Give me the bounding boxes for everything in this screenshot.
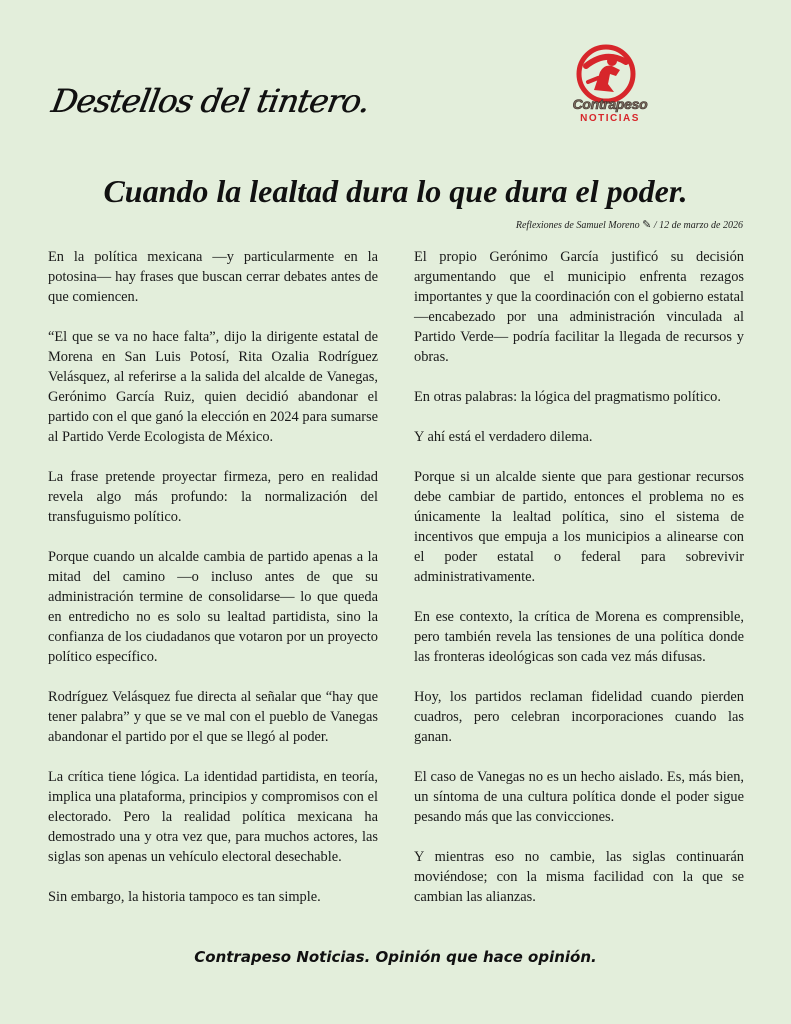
byline — [516, 218, 743, 231]
logo-emblem-icon — [576, 44, 636, 104]
byline-author: Reflexiones de Samuel Moreno — [515, 220, 640, 231]
paragraph: Y ahí está el verdadero dilema. — [414, 429, 593, 445]
paragraph: Y mientras eso no cambie, las siglas continuarán moviéndose; con la misma facilidad con la que se cambian las alianzas. — [414, 849, 744, 905]
paragraph: El caso de Vanegas no es un hecho aislado. Es, más bien, un síntoma de una cultura política donde el poder sigue pesando más que las convicciones. — [414, 769, 744, 825]
pen-icon: ✎ — [642, 219, 652, 231]
paragraph: En la política mexicana —y particularmente en la potosina— hay frases que buscan cerrar debates antes de que comiencen. — [48, 249, 378, 305]
right-column — [414, 247, 744, 927]
paragraph: Hoy, los partidos reclaman fidelidad cuando pierden cuadros, pero celebran incorporaciones cuando las ganan. — [414, 689, 744, 745]
left-column — [48, 247, 378, 927]
contrapeso-logo — [560, 44, 660, 126]
paragraph: “El que se va no hace falta”, dijo la dirigente estatal de Morena en San Luis Potosí, Rita Ozalia Rodríguez Velásquez, al referirse a la salida del alcalde de Vanegas, Gerónimo García Ruiz, quien decidió abandonar el partido con el que ganó la elección en 2024 para sumarse al Partido Verde Ecologista de México. — [48, 329, 378, 445]
paragraph: En ese contexto, la crítica de Morena es comprensible, pero también revela las tensiones de una política donde las fronteras ideológicas son cada vez más difusas. — [414, 609, 744, 665]
paragraph: En otras palabras: la lógica del pragmatismo político. — [414, 389, 721, 405]
paragraph: La crítica tiene lógica. La identidad partidista, en teoría, implica una plataforma, principios y compromisos con el electorado. Pero la realidad política mexicana ha demostrado una y otra vez que, para muchos actores, las siglas son apenas un vehículo electoral desechable. — [48, 769, 378, 865]
footer-tagline: Contrapeso Noticias. Opinión que hace opinión. — [194, 948, 597, 966]
paragraph: La frase pretende proyectar firmeza, pero en realidad revela algo más profundo: la normalización del transfuguismo político. — [48, 469, 378, 525]
byline-date: / 12 de marzo de 2026 — [653, 220, 743, 231]
paragraph: Rodríguez Velásquez fue directa al señalar que “hay que tener palabra” y que se ve mal con el pueblo de Vanegas abandonar el partido por el que se llegó al poder. — [48, 689, 378, 745]
headline: Cuando la lealtad dura lo que dura el poder. — [103, 173, 688, 209]
paragraph: El propio Gerónimo García justificó su decisión argumentando que el municipio enfrenta rezagos importantes y que la coordinación con el gobierno estatal —encabezado por una administración vinculada al Partido Verde— podría facilitar la llegada de recursos y obras. — [414, 249, 744, 365]
paragraph: Porque si un alcalde siente que para gestionar recursos debe cambiar de partido, entonces el problema no es únicamente la lealtad política, sino el sistema de incentivos que empuja a los municipios a alinearse con el poder estatal o federal para sobrevivir administrativamente. — [414, 469, 744, 585]
logo-subtitle: NOTICIAS — [580, 113, 640, 124]
column-title: Destellos del tintero. — [48, 82, 372, 120]
paragraph: Sin embargo, la historia tampoco es tan simple. — [48, 889, 321, 905]
paragraph: Porque cuando un alcalde cambia de partido apenas a la mitad del camino —o incluso antes de que su administración termine de consolidarse— lo que queda en entredicho no es solo su lealtad partidista, sino la confianza de los ciudadanos que votaron por un proyecto político específico. — [48, 549, 378, 665]
logo-name: Contrapeso — [572, 96, 648, 112]
